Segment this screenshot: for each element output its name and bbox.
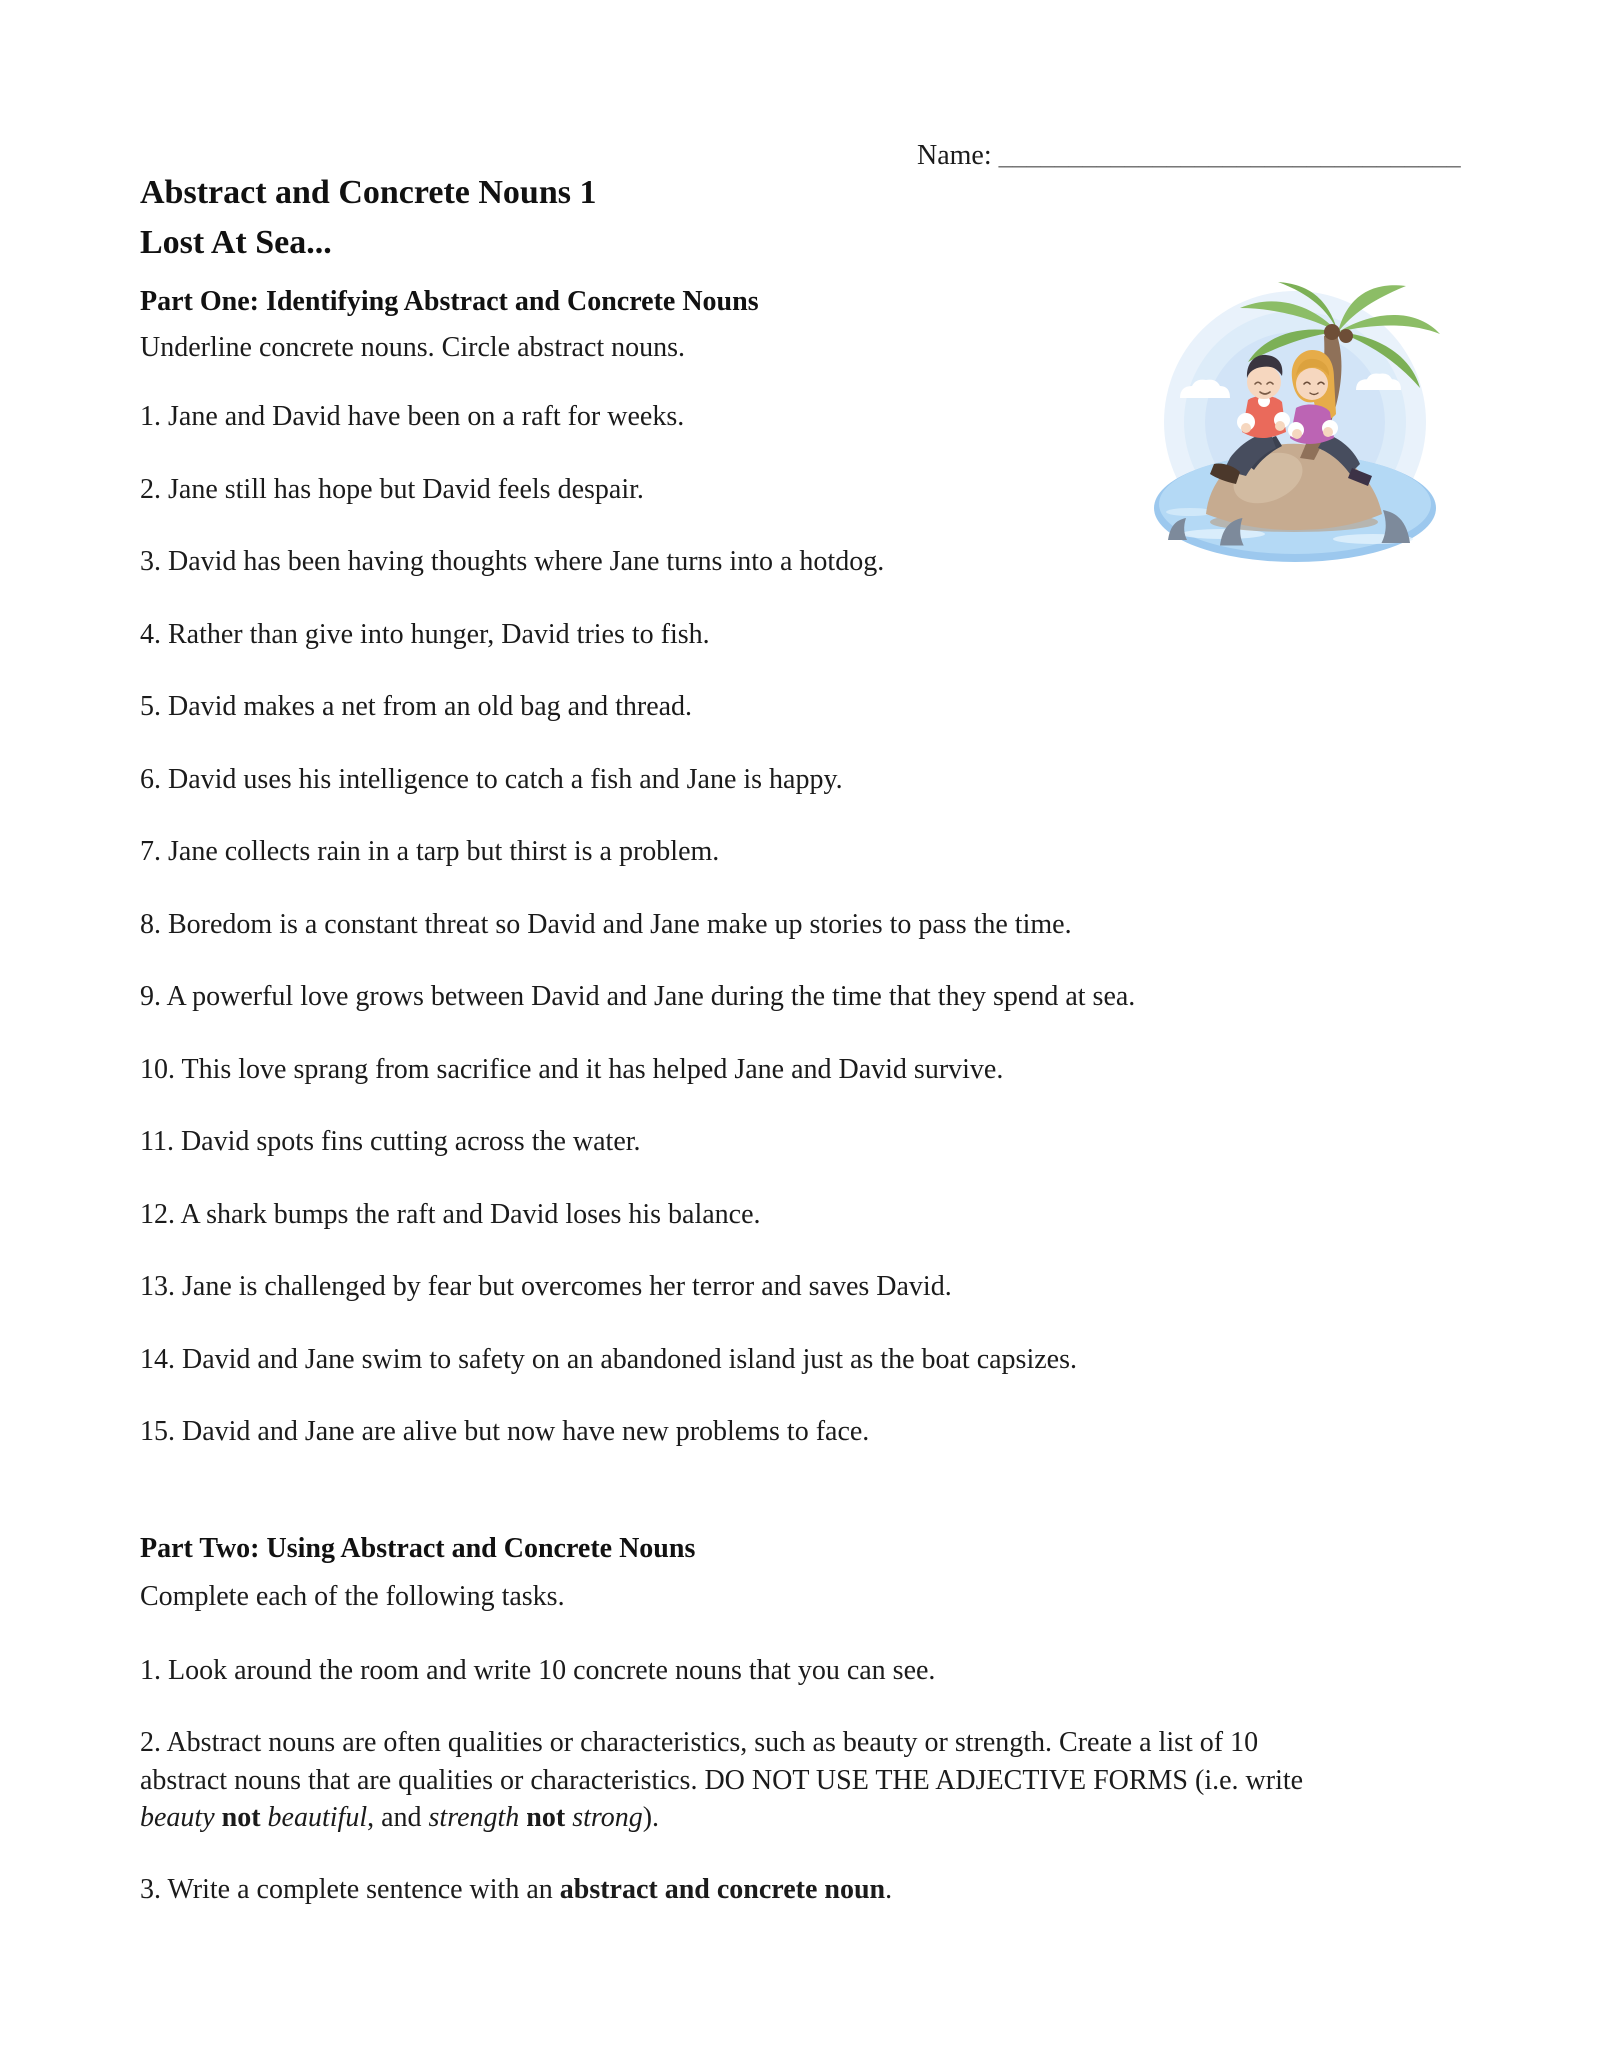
- part-one-heading: Part One: Identifying Abstract and Concrete Nouns: [140, 286, 759, 317]
- rich-text-segment: not: [519, 1802, 573, 1833]
- part-one-item-8: 8. Boredom is a constant threat so David and Jane make up stories to pass the time.: [140, 908, 1072, 940]
- part-one-item-2: 2. Jane still has hope but David feels despair.: [140, 473, 644, 505]
- part-one-items: [140, 400, 1135, 1488]
- part-one-item-5: 5. David makes a net from an old bag and thread.: [140, 691, 693, 722]
- name-label: Name:: [917, 140, 992, 171]
- part-one-item-11: 11. David spots fins cutting across the water.: [140, 1126, 641, 1157]
- rich-text-segment: .: [885, 1874, 893, 1905]
- part-one-item-10: 10. This love sprang from sacrifice and it has helped Jane and David survive.: [140, 1053, 1004, 1085]
- island-illustration-svg: [1128, 262, 1473, 582]
- part-one-item-12: 12. A shark bumps the raft and David loses his balance.: [140, 1198, 761, 1230]
- rich-text-segment: 3. Write a complete sentence with an: [140, 1874, 560, 1905]
- part-two-task-1: 1. Look around the room and write 10 concrete nouns that you can see.: [140, 1655, 936, 1686]
- task2-line-3: [140, 1799, 1540, 1837]
- part-one-item-9: 9. A powerful love grows between David and Jane during the time that they spend at sea.: [140, 981, 1136, 1012]
- part-one-item-13: 13. Jane is challenged by fear but overcomes her terror and saves David.: [140, 1271, 952, 1302]
- page-title: Abstract and Concrete Nouns 1: [140, 174, 597, 211]
- name-blank-line: _________________________________: [998, 140, 1461, 171]
- part-two-task-2: [140, 1724, 1540, 1837]
- rich-text-segment: strong: [572, 1802, 643, 1833]
- rich-text-segment: beauty: [140, 1802, 215, 1833]
- rich-text-segment: , and: [367, 1802, 429, 1833]
- part-one-item-3: 3. David has been having thoughts where Jane turns into a hotdog.: [140, 546, 885, 577]
- rich-text-segment: not: [214, 1802, 268, 1833]
- part-two-task-3: [140, 1873, 892, 1907]
- part-one-instructions: Underline concrete nouns. Circle abstract nouns.: [140, 332, 686, 363]
- island-illustration: [1128, 262, 1473, 582]
- part-two-instructions: Complete each of the following tasks.: [140, 1581, 565, 1612]
- title-block: [140, 168, 596, 268]
- rich-text-segment: strength: [428, 1802, 520, 1833]
- name-row: [917, 140, 1461, 172]
- part-one-item-4: 4. Rather than give into hunger, David tries to fish.: [140, 618, 710, 650]
- rich-text-segment: beautiful: [267, 1802, 368, 1833]
- page-subtitle: Lost At Sea...: [140, 224, 332, 261]
- task2-line-1: 2. Abstract nouns are often qualities or characteristics, such as beauty or strength. Create a list of 10: [140, 1727, 1259, 1758]
- part-one-item-15: 15. David and Jane are alive but now have new problems to face.: [140, 1416, 870, 1447]
- part-one-item-14: 14. David and Jane swim to safety on an abandoned island just as the boat capsizes.: [140, 1343, 1077, 1375]
- rich-text-segment: abstract and concrete noun: [559, 1874, 886, 1905]
- part-one-item-6: 6. David uses his intelligence to catch a fish and Jane is happy.: [140, 763, 843, 795]
- task2-line-2: abstract nouns that are qualities or characteristics. DO NOT USE THE ADJECTIVE FORMS (i.e. write: [140, 1764, 1304, 1796]
- part-one-item-7: 7. Jane collects rain in a tarp but thirst is a problem.: [140, 836, 720, 867]
- part-one-item-1: 1. Jane and David have been on a raft for weeks.: [140, 401, 685, 432]
- rich-text-segment: ).: [642, 1802, 660, 1833]
- part-two-heading: Part Two: Using Abstract and Concrete Nouns: [140, 1533, 696, 1564]
